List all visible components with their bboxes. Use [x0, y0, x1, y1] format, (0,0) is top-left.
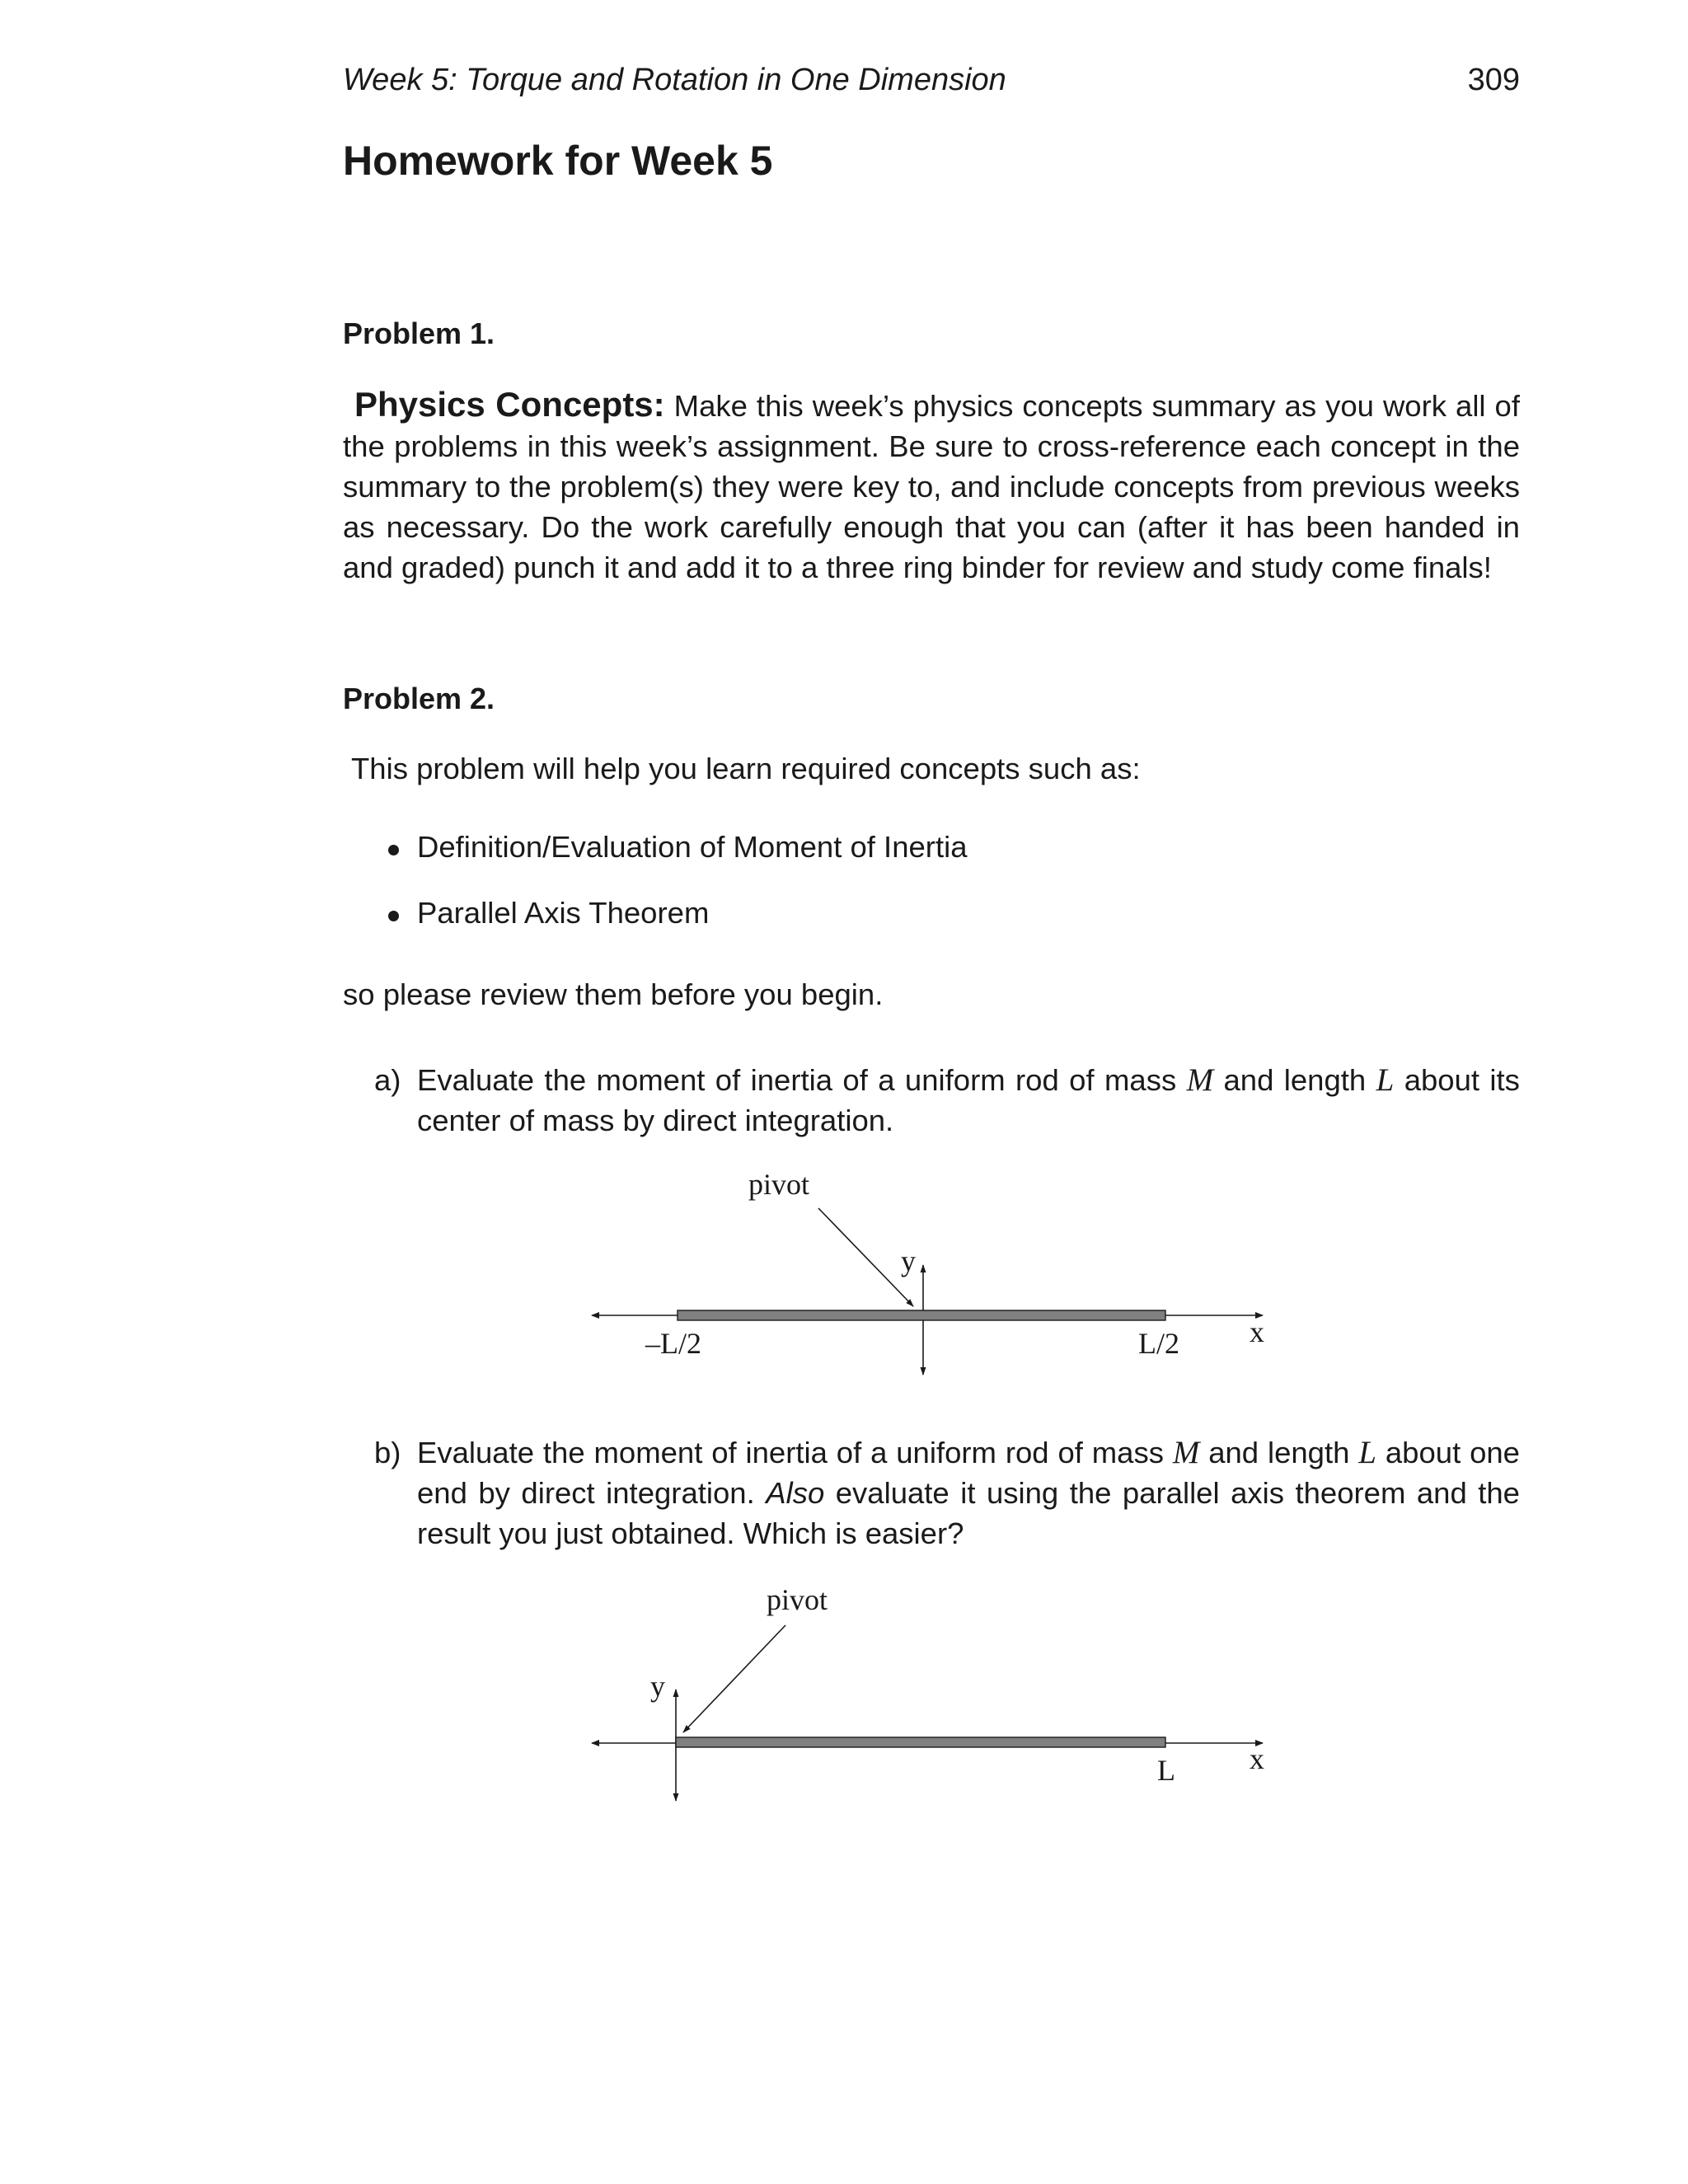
- y-axis-label: y: [650, 1670, 665, 1703]
- pivot-label: pivot: [748, 1168, 810, 1201]
- length-variable: L: [1358, 1435, 1376, 1470]
- left-end-label: –L/2: [645, 1327, 701, 1360]
- problem-2-heading: Problem 2.: [343, 682, 495, 715]
- x-axis-label: x: [1250, 1742, 1264, 1775]
- end-label: L: [1157, 1754, 1175, 1787]
- y-axis-label: y: [901, 1244, 916, 1277]
- physics-concepts-label: Physics Concepts:: [354, 385, 665, 424]
- part-a-label: a): [374, 1063, 401, 1097]
- part-b-label: b): [374, 1436, 401, 1469]
- list-item: Definition/Evaluation of Moment of Inertia: [381, 827, 968, 893]
- part-a-text: Evaluate the moment of inertia of a uniform rod of mass M and length L about its center of mass by direct integration.: [417, 1062, 1520, 1137]
- page-title: Homework for Week 5: [343, 138, 773, 184]
- pivot-pointer: [683, 1625, 785, 1732]
- length-variable: L: [1376, 1062, 1395, 1098]
- problem-1-body: Make this week’s physics concepts summary as you work all of the problems in this week’s assignment. Be sure to cross-reference each concept in the summary to the problem(s) they were key to, and include concepts from previous weeks as necessary. Do the work carefully enough that you can (after it has been handed in and graded) punch it and add it to a three ring binder for review and study come finals!: [343, 389, 1520, 584]
- rod: [676, 1737, 1165, 1747]
- running-title: Week 5: Torque and Rotation in One Dimension: [343, 63, 1006, 97]
- x-axis-label: x: [1250, 1315, 1264, 1348]
- part-b-text: Evaluate the moment of inertia of a uniform rod of mass M and length L about one end by direct integration. Also evaluate it using the parallel axis theorem and the result you just obtained. Which is easier?: [417, 1435, 1520, 1550]
- problem-2-intro: This problem will help you learn required concepts such as:: [351, 752, 1141, 785]
- right-end-label: L/2: [1138, 1327, 1179, 1360]
- mass-variable: M: [1172, 1435, 1200, 1470]
- pivot-label: pivot: [767, 1583, 828, 1616]
- page-number: 309: [1467, 63, 1520, 97]
- problem-2-outro: so please review them before you begin.: [343, 977, 884, 1011]
- problem-1-heading: Problem 1.: [343, 316, 495, 350]
- mass-variable: M: [1186, 1062, 1214, 1098]
- list-item: Parallel Axis Theorem: [381, 893, 968, 958]
